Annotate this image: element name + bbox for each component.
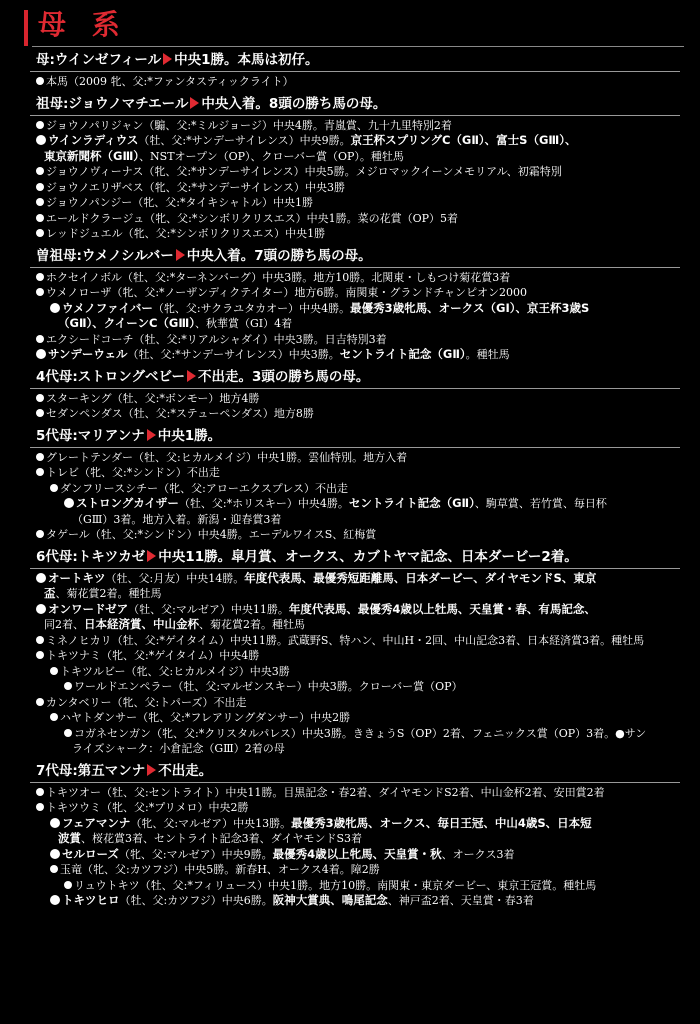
bullet-icon bbox=[36, 273, 44, 281]
offspring-entry bbox=[36, 617, 686, 633]
offspring-entry bbox=[36, 633, 686, 649]
entry-highlight: 盃 bbox=[44, 586, 56, 600]
entry-text: （牝、父:マルゼア）中央9勝。 bbox=[118, 847, 273, 861]
header-accent-bar bbox=[24, 10, 28, 46]
bullet-icon bbox=[36, 183, 44, 191]
bullet-icon bbox=[50, 818, 60, 828]
offspring-entry bbox=[36, 602, 686, 618]
section-title bbox=[36, 547, 686, 567]
entry-text: 、桜花賞3着、セントライト記念3着、ダイヤモンドS3着 bbox=[81, 832, 362, 845]
section-dam-name: 祖母:ジョウノマチエール bbox=[36, 95, 189, 112]
entry-text: 玉竜（牝、父:カツフジ）中央5勝。新春H、オークス4着。障2勝 bbox=[60, 863, 380, 876]
offspring-entry bbox=[36, 270, 686, 286]
entry-text: 、菊花賞2着。種牡馬 bbox=[55, 587, 162, 600]
entry-text: リュウトキツ（牡、父:*フィリュース）中央1勝。地方10勝。南関東・東京ダービー、東京王冠賞。種牡馬 bbox=[74, 878, 597, 892]
section-dam-record: 中央入着。7頭の勝ち馬の母。 bbox=[186, 247, 372, 264]
entry-text: ダンフリースシチー（牝、父:アローエクスプレス）不出走 bbox=[60, 481, 348, 495]
offspring-entry bbox=[36, 347, 686, 363]
bullet-icon bbox=[64, 729, 72, 737]
entry-highlight: サンデーウェル bbox=[48, 347, 128, 361]
red-triangle-icon bbox=[147, 764, 156, 776]
entry-text: ジョウノエリザベス（牝、父:*サンデーサイレンス）中央3勝 bbox=[46, 180, 345, 194]
pedigree-section bbox=[36, 94, 686, 242]
section-title bbox=[36, 246, 686, 266]
bullet-icon bbox=[50, 865, 58, 873]
offspring-entry bbox=[36, 195, 686, 211]
page-title: 母 系 bbox=[38, 8, 128, 41]
pedigree-section bbox=[36, 367, 686, 422]
section-divider bbox=[30, 115, 680, 116]
section-dam-record: 中央1勝。本馬は初仔。 bbox=[174, 52, 319, 68]
offspring-entry bbox=[36, 512, 686, 528]
offspring-entry bbox=[36, 226, 686, 242]
bullet-icon bbox=[36, 604, 46, 614]
entry-text: （牡、父:*ホリスキー）中央4勝。 bbox=[178, 497, 349, 510]
offspring-entry bbox=[36, 741, 686, 757]
entry-text: スターキング（牡、父:*ボンモー）地方4勝 bbox=[46, 391, 260, 405]
section-divider bbox=[30, 782, 680, 783]
bullet-icon bbox=[36, 803, 44, 811]
entry-highlight: ウインラディウス bbox=[48, 133, 139, 147]
bullet-icon bbox=[64, 682, 72, 690]
entry-text: ライズシャーク：小倉記念（GⅢ）2着の母 bbox=[72, 742, 285, 755]
entry-text: タゲール（牡、父:*シンドン）中央4勝。エーデルワイスS、紅梅賞 bbox=[46, 528, 377, 541]
entry-highlight: 年度代表馬、最優秀短距離馬、日本ダービー、ダイヤモンドS、東京 bbox=[244, 570, 597, 585]
offspring-entry bbox=[36, 74, 686, 90]
entry-highlight: フェアマンナ bbox=[62, 815, 131, 830]
section-dam-record: 不出走。3頭の勝ち馬の母。 bbox=[197, 368, 370, 385]
offspring-entry bbox=[36, 527, 686, 543]
offspring-entry bbox=[36, 496, 686, 512]
offspring-entry bbox=[36, 118, 686, 134]
entry-highlight: 波賞 bbox=[58, 831, 81, 845]
entry-text: ジョウノパンジー（牝、父:*タイキシャトル）中央1勝 bbox=[46, 196, 313, 209]
section-divider bbox=[30, 71, 680, 72]
red-triangle-icon bbox=[190, 97, 199, 109]
section-dam-record: 中央11勝。皐月賞、オークス、カブトヤマ記念、日本ダービー2着。 bbox=[158, 548, 578, 565]
entry-text: 。種牡馬 bbox=[465, 348, 510, 361]
entry-text: ワールドエンペラー（牡、父:マルゼンスキー）中央3勝。クローバー賞（OP） bbox=[74, 680, 463, 693]
section-dam-name: 母:ウインゼフィール bbox=[36, 52, 162, 68]
offspring-entry bbox=[36, 164, 686, 180]
entry-text: ホクセイノボル（牡、父:*ターネンバーグ）中央3勝。地方10勝。北関東・しもつけ菊花賞3着 bbox=[46, 270, 511, 284]
entry-highlight: （GⅡ）、クイーンC（GⅢ） bbox=[58, 316, 195, 330]
entry-highlight: セルローズ bbox=[62, 846, 119, 861]
offspring-entry bbox=[36, 301, 686, 317]
bullet-icon bbox=[36, 77, 44, 85]
entry-text: （牡、父:月友）中央14勝。 bbox=[105, 571, 245, 585]
pedigree-section bbox=[36, 547, 686, 757]
bullet-icon bbox=[36, 167, 44, 175]
bullet-icon bbox=[64, 498, 74, 508]
pedigree-section bbox=[36, 246, 686, 363]
entry-text: レッドジュエル（牝、父:*シンボリクリスエス）中央1勝 bbox=[46, 227, 326, 240]
red-triangle-icon bbox=[187, 370, 196, 382]
header-divider bbox=[32, 46, 684, 47]
offspring-entry bbox=[36, 862, 686, 878]
entry-text: ウメノローザ（牝、父:*ノーザンディクテイター）地方6勝。南関東・グランドチャンピオン2000 bbox=[46, 286, 528, 299]
entry-highlight: 日本経済賞、中山金杯 bbox=[84, 617, 199, 631]
bullet-icon bbox=[50, 713, 58, 721]
section-title bbox=[36, 367, 686, 387]
offspring-entry bbox=[36, 211, 686, 227]
entry-highlight: 年度代表馬、最優秀4歳以上牡馬、天皇賞・春、有馬記念、 bbox=[288, 601, 596, 616]
entry-highlight: 最優秀3歳牝馬、オークス（GⅠ）、京王杯3歳S bbox=[350, 300, 590, 315]
section-dam-name: 7代母:第五マンナ bbox=[36, 762, 146, 779]
section-title bbox=[36, 94, 686, 114]
entry-text: トキツナミ（牝、父:*ゲイタイム）中央4勝 bbox=[46, 649, 260, 662]
section-dam-name: 5代母:マリアンナ bbox=[36, 427, 145, 444]
entry-highlight: 最優秀3歳牝馬、オークス、毎日王冠、中山4歳S、日本短 bbox=[291, 815, 592, 830]
section-title bbox=[36, 426, 686, 446]
bullet-icon bbox=[36, 349, 46, 359]
red-triangle-icon bbox=[176, 249, 185, 261]
bullet-icon bbox=[36, 288, 44, 296]
offspring-entry bbox=[36, 133, 686, 149]
bullet-icon bbox=[36, 335, 44, 343]
offspring-entry bbox=[36, 679, 686, 695]
entry-highlight: ウメノファイバー bbox=[62, 300, 153, 315]
content bbox=[36, 50, 686, 913]
offspring-entry bbox=[36, 831, 686, 847]
offspring-entry bbox=[36, 406, 686, 422]
entry-text: ミネノヒカリ（牡、父:*ゲイタイム）中央11勝。武蔵野S、特ハン、中山H・2回、中山記念3着、日本経済賞3着。種牡馬 bbox=[46, 633, 645, 647]
entry-text: カンタベリー（牝、父:トパーズ）不出走 bbox=[46, 695, 247, 709]
entry-text: （牝、父:マルゼア）中央13勝。 bbox=[130, 816, 292, 830]
entry-text: ハヤトダンサー（牝、父:*フレアリングダンサー）中央2勝 bbox=[60, 711, 351, 724]
bullet-icon bbox=[36, 698, 44, 706]
section-title bbox=[36, 761, 686, 781]
red-triangle-icon bbox=[163, 53, 172, 65]
entry-highlight: オンワードゼア bbox=[48, 601, 129, 616]
bullet-icon bbox=[36, 651, 44, 659]
offspring-entry bbox=[36, 285, 686, 301]
offspring-entry bbox=[36, 180, 686, 196]
section-divider bbox=[30, 267, 680, 268]
entry-text: 、秋華賞（GⅠ）4着 bbox=[194, 317, 293, 330]
entry-text: トキツオー（牡、父:セントライト）中央11勝。目黒記念・春2着、ダイヤモンドS2着、中山金杯2着、安田賞2着 bbox=[46, 785, 605, 799]
section-dam-name: 曽祖母:ウメノシルバー bbox=[36, 247, 174, 264]
bullet-icon bbox=[36, 121, 44, 129]
offspring-entry bbox=[36, 648, 686, 664]
entry-text: 同2着、 bbox=[44, 618, 84, 631]
offspring-entry bbox=[36, 664, 686, 680]
entry-text: ジョウノパリジャン（騸、父:*ミルジョージ）中央4勝。青嵐賞、九十九里特別2着 bbox=[46, 118, 452, 132]
offspring-entry bbox=[36, 695, 686, 711]
section-dam-name: 6代母:トキツカゼ bbox=[36, 548, 146, 565]
offspring-entry bbox=[36, 316, 686, 332]
section-dam-name: 4代母:ストロングベビー bbox=[36, 368, 185, 385]
entry-text: エクシードコーチ（牡、父:*リアルシャダイ）中央3勝。日吉特別3着 bbox=[46, 332, 387, 346]
entry-highlight: 阪神大賞典、鳴尾記念 bbox=[272, 893, 388, 907]
section-title bbox=[36, 50, 686, 70]
red-triangle-icon bbox=[147, 429, 156, 441]
entry-text: （牡、父:カツフジ）中央6勝。 bbox=[119, 894, 273, 907]
section-dam-record: 中央1勝。 bbox=[157, 427, 222, 444]
bullet-icon bbox=[36, 135, 46, 145]
bullet-icon bbox=[36, 198, 44, 206]
offspring-entry bbox=[36, 893, 686, 909]
entry-text: （牡、父:*サンデーサイレンス）中央9勝。 bbox=[138, 134, 351, 147]
offspring-entry bbox=[36, 586, 686, 602]
entry-text: セダンペンダス（牡、父:*ステューペンダス）地方8勝 bbox=[46, 407, 314, 420]
entry-highlight: セントライト記念（GⅡ） bbox=[339, 347, 466, 361]
entry-highlight: 最優秀4歳以上牝馬、天皇賞・秋 bbox=[272, 846, 442, 861]
offspring-entry bbox=[36, 847, 686, 863]
offspring-entry bbox=[36, 816, 686, 832]
entry-highlight: オートキツ bbox=[48, 570, 106, 585]
entry-text: （牡、父:*サンデーサイレンス）中央3勝。 bbox=[127, 348, 340, 361]
entry-text: 、オークス3着 bbox=[441, 847, 515, 861]
entry-highlight: 京王杯スプリングC（GⅡ）、富士S（GⅢ）、 bbox=[350, 133, 577, 147]
section-divider bbox=[30, 447, 680, 448]
entry-text: ジョウノヴィーナス（牝、父:*サンデーサイレンス）中央5勝。メジロマックイーンメモリアル、初霜特別 bbox=[46, 165, 562, 178]
offspring-entry bbox=[36, 710, 686, 726]
entry-text: コガネセンガン（牝、父:*クリスタルパレス）中央3勝。ききょうS（OP）2着、フェニックス賞（OP）3着。●サン bbox=[74, 726, 647, 740]
pedigree-section bbox=[36, 50, 686, 90]
bullet-icon bbox=[64, 881, 72, 889]
section-dam-record: 中央入着。8頭の勝ち馬の母。 bbox=[201, 95, 387, 112]
entry-highlight: トキツヒロ bbox=[62, 893, 120, 907]
entry-highlight: ストロングカイザー bbox=[76, 496, 179, 510]
bullet-icon bbox=[36, 229, 44, 237]
entry-text: エールドクラージュ（牝、父:*シンボリクリスエス）中央1勝。菜の花賞（OP）5着 bbox=[46, 211, 459, 225]
entry-text: 、神戸盃2着、天皇賞・春3着 bbox=[387, 894, 534, 907]
offspring-entry bbox=[36, 465, 686, 481]
entry-text: グレートテンダー（牡、父:ヒカルメイジ）中央1勝。雲仙特別。地方入着 bbox=[46, 450, 408, 464]
entry-text: 本馬（2009 牝、父:*ファンタスティックライト） bbox=[46, 75, 294, 88]
entry-highlight: 東京新聞杯（GⅢ） bbox=[44, 148, 140, 163]
bullet-icon bbox=[36, 573, 46, 583]
offspring-entry bbox=[36, 726, 686, 742]
offspring-entry bbox=[36, 571, 686, 587]
bullet-icon bbox=[50, 667, 58, 675]
offspring-entry bbox=[36, 878, 686, 894]
section-dam-record: 不出走。 bbox=[158, 762, 213, 779]
entry-text: 、菊花賞2着。種牡馬 bbox=[199, 618, 305, 631]
bullet-icon bbox=[36, 468, 44, 476]
pedigree-section bbox=[36, 761, 686, 909]
section-divider bbox=[30, 388, 680, 389]
entry-text: トレビ（牝、父:*シンドン）不出走 bbox=[46, 466, 220, 479]
offspring-entry bbox=[36, 450, 686, 466]
offspring-entry bbox=[36, 785, 686, 801]
bullet-icon bbox=[36, 409, 44, 417]
bullet-icon bbox=[50, 849, 60, 859]
entry-text: 、NSTオープン（OP）、クローバー賞（OP）。種牡馬 bbox=[139, 149, 404, 163]
offspring-entry bbox=[36, 332, 686, 348]
entry-text: トキツウミ（牝、父:*プリメロ）中央2勝 bbox=[46, 801, 249, 814]
entry-text: トキツルビー（牝、父:ヒカルメイジ）中央3勝 bbox=[60, 664, 290, 678]
bullet-icon bbox=[36, 453, 44, 461]
bullet-icon bbox=[36, 394, 44, 402]
bullet-icon bbox=[36, 788, 44, 796]
bullet-icon bbox=[50, 303, 60, 313]
offspring-entry bbox=[36, 481, 686, 497]
pedigree-section bbox=[36, 426, 686, 543]
bullet-icon bbox=[50, 484, 58, 492]
bullet-icon bbox=[36, 636, 44, 644]
section-divider bbox=[30, 568, 680, 569]
offspring-entry bbox=[36, 800, 686, 816]
entry-highlight: セントライト記念（GⅡ） bbox=[348, 496, 475, 510]
entry-text: （GⅢ）3着。地方入着。新潟・迎春賞3着 bbox=[72, 512, 282, 526]
entry-text: 、駒草賞、若竹賞、毎日杯 bbox=[474, 497, 607, 510]
red-triangle-icon bbox=[147, 550, 156, 562]
bullet-icon bbox=[36, 530, 44, 538]
entry-text: （牝、父:サクラユタカオー）中央4勝。 bbox=[152, 301, 351, 315]
offspring-entry bbox=[36, 391, 686, 407]
entry-text: （牡、父:マルゼア）中央11勝。 bbox=[128, 602, 289, 616]
header bbox=[24, 8, 684, 40]
bullet-icon bbox=[36, 214, 44, 222]
offspring-entry bbox=[36, 149, 686, 165]
bullet-icon bbox=[50, 895, 60, 905]
